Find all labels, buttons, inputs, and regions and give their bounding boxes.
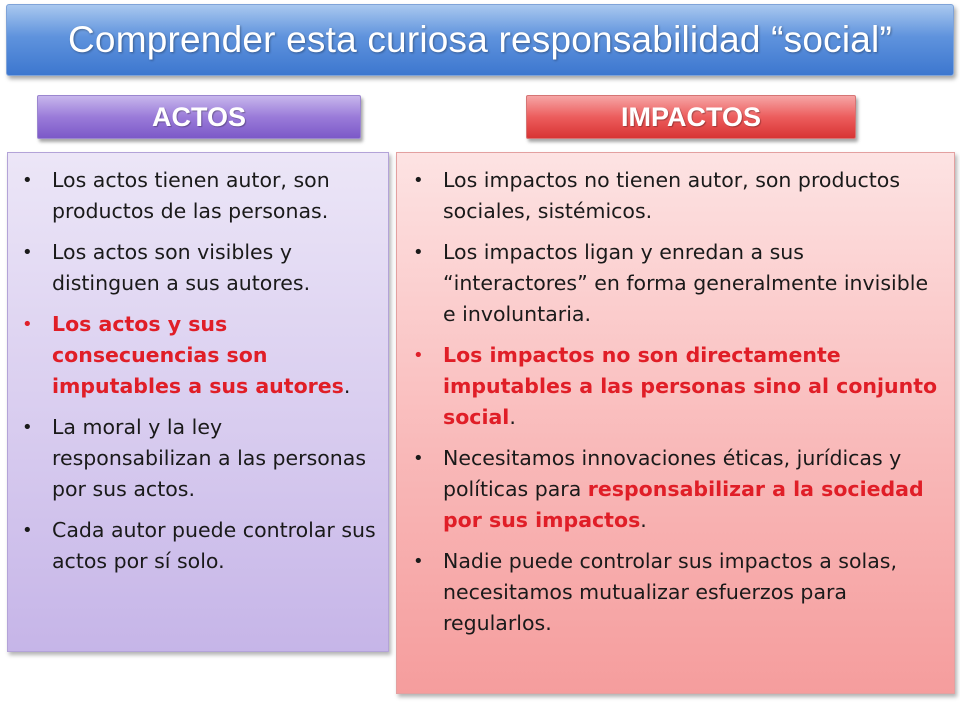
actos-list bbox=[22, 165, 378, 577]
impactos-item-text: Los impactos ligan y enredan a sus “interactores” en forma generalmente invisible e involuntaria. bbox=[443, 240, 929, 326]
actos-item-highlighted bbox=[22, 309, 378, 402]
highlight-text: Los actos y sus consecuencias son imputables a sus autores bbox=[52, 312, 344, 398]
bullet-icon: • bbox=[413, 170, 424, 191]
bullet-icon: • bbox=[413, 345, 424, 366]
actos-item-text: Los actos tienen autor, son productos de las personas. bbox=[52, 168, 330, 223]
bullet-icon: • bbox=[22, 170, 33, 191]
impactos-item bbox=[413, 237, 944, 330]
actos-item bbox=[22, 165, 378, 227]
actos-panel bbox=[7, 152, 389, 652]
impactos-item bbox=[413, 443, 944, 536]
bullet-icon: • bbox=[413, 551, 424, 572]
bullet-icon: • bbox=[413, 448, 424, 469]
trailing-text: . bbox=[640, 508, 647, 532]
impactos-item-text: Necesitamos innovaciones éticas, jurídicas y políticas para bbox=[443, 446, 902, 501]
impactos-item-text: Los impactos no tienen autor, son productos sociales, sistémicos. bbox=[443, 168, 900, 223]
highlight-text: responsabilizar a la sociedad por sus impactos bbox=[443, 477, 924, 532]
bullet-icon: • bbox=[413, 242, 424, 263]
impactos-item bbox=[413, 165, 944, 227]
trailing-text: . bbox=[343, 374, 351, 398]
impactos-item-highlighted bbox=[413, 340, 944, 433]
bullet-icon: • bbox=[22, 520, 33, 541]
bullet-icon: • bbox=[22, 417, 33, 438]
trailing-text: . bbox=[509, 405, 516, 429]
actos-item-text: Los actos son visibles y distinguen a sus autores. bbox=[52, 240, 311, 295]
impactos-panel bbox=[396, 152, 955, 694]
actos-header: ACTOS bbox=[37, 95, 361, 139]
actos-item-text: Cada autor puede controlar sus actos por sí solo. bbox=[52, 518, 376, 573]
highlight-text: Los impactos no son directamente imputables a las personas sino al conjunto social bbox=[443, 343, 938, 429]
bullet-icon: • bbox=[22, 314, 33, 335]
impactos-item-text: Nadie puede controlar sus impactos a solas, necesitamos mutualizar esfuerzos para regularlos. bbox=[443, 549, 897, 635]
impactos-list bbox=[413, 165, 944, 639]
slide-title: Comprender esta curiosa responsabilidad “social” bbox=[6, 4, 954, 76]
actos-item bbox=[22, 412, 378, 505]
actos-item bbox=[22, 515, 378, 577]
actos-item-text: La moral y la ley responsabilizan a las personas por sus actos. bbox=[52, 415, 367, 501]
actos-item bbox=[22, 237, 378, 299]
impactos-header: IMPACTOS bbox=[526, 95, 856, 139]
impactos-item bbox=[413, 546, 944, 639]
bullet-icon: • bbox=[22, 242, 33, 263]
